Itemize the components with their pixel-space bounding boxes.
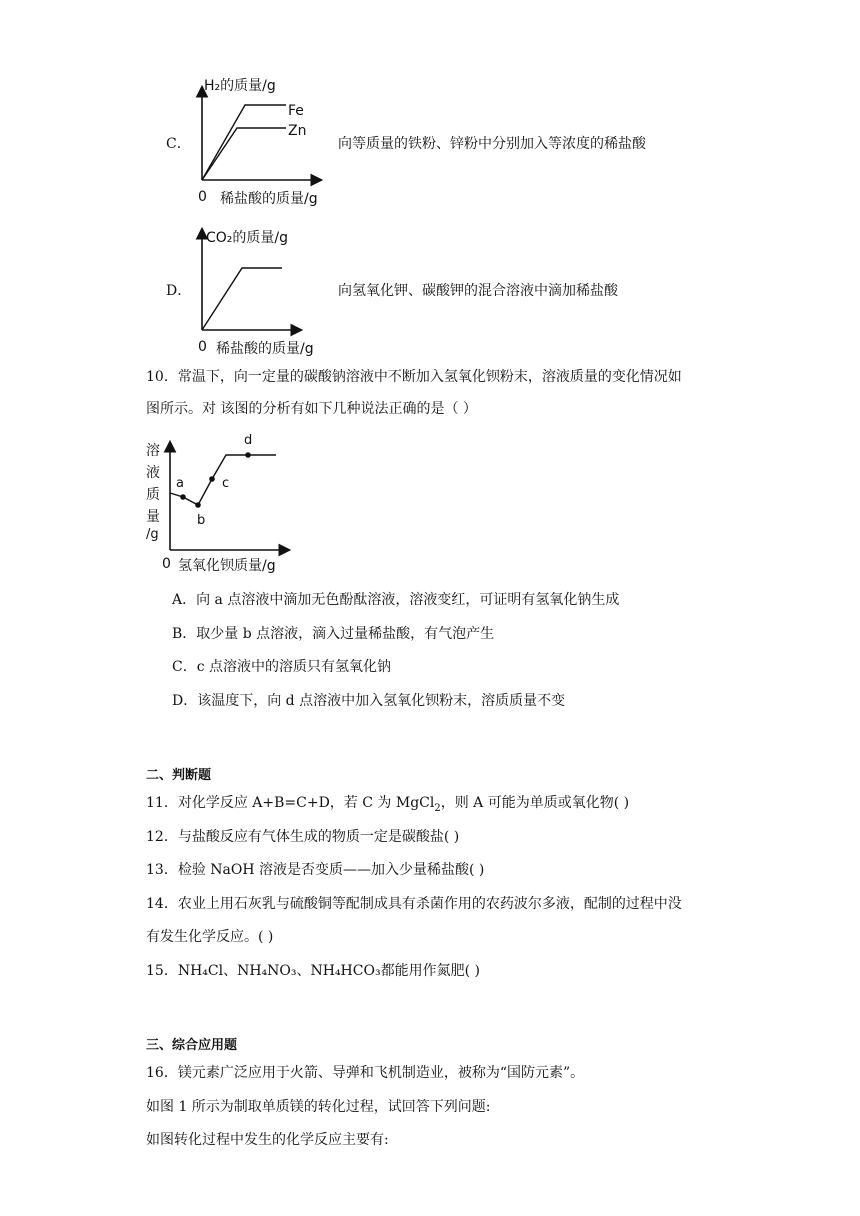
ylabel-char-1: 溶: [146, 443, 160, 459]
label-a: a: [176, 476, 184, 491]
q14-line2: 有发生化学反应。( ): [146, 929, 274, 945]
q15: 15．NH₄Cl、NH₄NO₃、NH₄HCO₃都能用作氮肥( ): [146, 963, 480, 979]
section2-title: 二、判断题: [146, 768, 212, 783]
option-d-letter: D．: [166, 283, 192, 299]
chart-q10: [140, 425, 300, 575]
option-c-desc: 向等质量的铁粉、锌粉中分别加入等浓度的稀盐酸: [338, 136, 646, 152]
ylabel-char-5: /g: [146, 527, 159, 542]
q11-post: ，则 A 可能为单质或氧化物( ): [440, 795, 630, 811]
q10-option-c: C．c 点溶液中的溶质只有氢氧化钠: [172, 659, 392, 675]
q10-stem-1: 10．常温下，向一定量的碳酸钠溶液中不断加入氢氧化钡粉末，溶液质量的变化情况如: [146, 369, 682, 385]
section3-title: 三、综合应用题: [146, 1038, 238, 1053]
chart-q10-origin: 0: [162, 556, 171, 572]
fe-line: [202, 105, 286, 180]
ylabel-char-3: 质: [146, 487, 160, 503]
label-d: d: [244, 433, 253, 448]
point-a: [180, 494, 186, 500]
chart-d-xlabel: 稀盐酸的质量/g: [216, 341, 314, 357]
option-d-desc: 向氢氧化钾、碳酸钾的混合溶液中滴加稀盐酸: [338, 283, 618, 299]
option-c-letter: C．: [166, 136, 191, 152]
co2-line: [202, 268, 282, 330]
q11-pre: 11．对化学反应 A+B=C+D，若 C 为 MgCl: [146, 795, 435, 811]
point-c: [209, 476, 215, 482]
chart-d-origin: 0: [198, 339, 207, 355]
zn-line: [202, 128, 286, 180]
ylabel-char-4: 量: [146, 509, 160, 525]
q12: 12．与盐酸反应有气体生成的物质一定是碳酸盐( ): [146, 829, 460, 845]
chart-d: [190, 218, 340, 360]
q11: [146, 793, 629, 819]
point-b: [195, 502, 201, 508]
label-c: c: [222, 476, 230, 491]
chart-c-ylabel: H₂的质量/g: [204, 78, 276, 94]
q10-stem-2: 图所示。对 该图的分析有如下几种说法正确的是（ ）: [146, 401, 477, 417]
chart-c-xlabel: 稀盐酸的质量/g: [220, 191, 318, 207]
q10-option-b: B．取少量 b 点溶液，滴入过量稀盐酸，有气泡产生: [172, 626, 495, 642]
chart-d-ylabel: CO₂的质量/g: [206, 230, 289, 246]
q16-line1: 16．镁元素广泛应用于火箭、导弹和飞机制造业，被称为“国防元素”。: [146, 1065, 585, 1081]
chart-c-origin: 0: [198, 189, 207, 205]
q16-line2: 如图 1 所示为制取单质镁的转化过程，试回答下列问题:: [146, 1099, 491, 1115]
q14-line1: 14．农业上用石灰乳与硫酸铜等配制成具有杀菌作用的农药波尔多液，配制的过程中没: [146, 896, 682, 912]
q10-option-a: A．向 a 点溶液中滴加无色酚酞溶液，溶液变红，可证明有氢氧化钠生成: [172, 592, 620, 608]
label-b: b: [197, 513, 206, 528]
ylabel-char-2: 液: [146, 465, 160, 481]
point-d: [245, 452, 251, 458]
zn-label: Zn: [288, 123, 307, 139]
q10-option-d: D．该温度下，向 d 点溶液中加入氢氧化钡粉末，溶质质量不变: [172, 693, 566, 709]
fe-label: Fe: [288, 103, 304, 119]
q13: 13．检验 NaOH 溶液是否变质——加入少量稀盐酸( ): [146, 862, 485, 878]
q16-line3: 如图转化过程中发生的化学反应主要有:: [146, 1132, 389, 1148]
q11-sub: 2: [434, 802, 441, 814]
chart-q10-xlabel: 氢氧化钡质量/g: [178, 558, 276, 574]
chart-c: [190, 70, 340, 210]
